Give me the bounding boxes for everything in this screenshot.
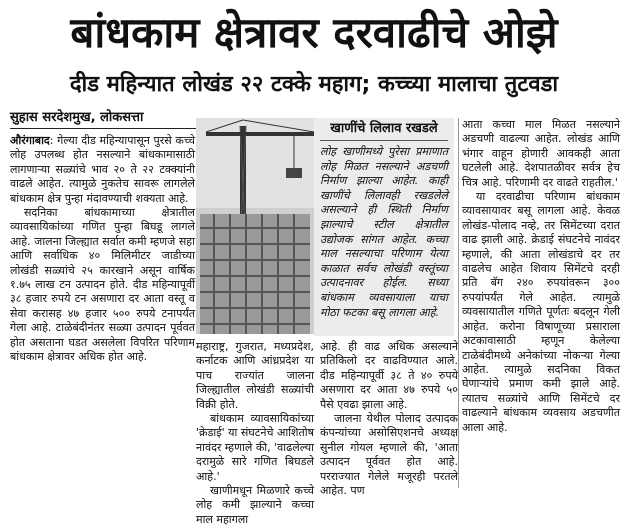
sidebar-text: लोह खाणीमध्ये पुरेसा प्रमाणात लोह मिळत नसल्याने अडचणी निर्माण झाल्या आहेत. काही खाणींचे लिलावही रखडलेले असल्याने ही स्थिती निर्माण झाल्याचे स्टील क्षेत्रातील उद्योजक सांगत आहेत. कच्चा माल नसल्याचा परिणाम येत्या काळात सर्वच लोखंडी वस्तूंच्या उत्पादनावर होईल. सध्या बांधकाम व्यवसायाला याचा मोठा फटका बसू लागला आहे. — [320, 145, 448, 319]
article-paragraph: सदनिका बांधकामाच्या क्षेत्रातील व्यावसायिकांच्या गणित पुन्हा बिघडू लागले आहे. जालना जिल्ह्यात सर्वात कमी म्हणजे सहा आणि सर्वाधिक ४० मिलिमीटर जाडीच्या लोखंडी सळ्यांचे २५ कारखाने असून वार्षिक १.७५ लाख टन उत्पादन होते. दीड महिन्यापूर्वी ३८ हजार रुपये टन असणारा दर आता वस्तू व सेवा करासह ४७ हजार ५०० रुपये टनापर्यंत गेला आहे. टाळेबंदीनंतर सळ्या उत्पादन पूर्ववत होत असताना घडत असलेला विपरित परिणाम बांधकाम क्षेत्रावर अधिक होत आहे. — [10, 206, 195, 364]
headline: बांधकाम क्षेत्रावर दरवाढीचे ओझे — [70, 8, 558, 57]
dateline: औरंगाबाद — [10, 134, 50, 147]
article-paragraph: खाणीमधून मिळणारे कच्चे लोह कमी झाल्याने कच्चा माल महागला — [196, 484, 314, 526]
article-paragraph: बांधकाम व्यावसायिकांच्या 'क्रेडाई' या संघटनेचे आशितोष नावंदर म्हणाले की, 'वाढलेल्या दरामुळे सारे गणित बिघडले आहे.' — [196, 412, 315, 483]
subheadline: दीड महिन्यात लोखंड २२ टक्के महाग; कच्च्या मालाचा तुटवडा — [69, 72, 559, 97]
article-paragraph: आहे. ही वाढ अधिक असल्याने प्रतिकिलो दर वाढविण्यात आले. दीड महिन्यापूर्वी ३८ ते ४० रुपये असणारा दर आता ४७ रुपये ५० पैसे एवढा झाला आहे. — [320, 340, 458, 411]
crane-building-illustration — [196, 118, 314, 334]
byline: सुहास सरदेशमुख, लोकसत्ता — [10, 110, 144, 125]
sidebar-title: खाणींचे लिलाव रखडले — [320, 118, 448, 141]
sidebar-box — [314, 118, 454, 336]
article-paragraph: महाराष्ट्र, गुजरात, मध्यप्रदेश, कर्नाटक आणि आंध्रप्रदेश या पाच राज्यांत जालना जिल्ह्यातील लोखंडी सळ्यांची विक्री होते. — [196, 340, 314, 411]
article-paragraph: या दरवाढीचा परिणाम बांधकाम व्यावसायावर बसू लागला आहे. केवळ लोखंड-पोलाद नव्हे, तर सिमेंटच्या दरात वाढ झाली आहे. क्रेडाई संघटनेचे नावंदर म्हणाले, की आता लोखंडाचे दर तर वाढलेच आहेत शिवाय सिमेंटचे दरही प्रति बॅग २४० रुपयांवरून ३०० रुपयांपर्यंत गेले आहेत. त्यामुळे व्यवसायातील गणिते पूर्णतः बदलून गेली आहेत. करोना विषाणूच्या प्रसाराला अटकावासाठी म्हणून केलेल्या टाळेबंदीमध्ये अनेकांच्या नोकऱ्या गेल्या आहेत. त्यामुळे सदनिका विकत घेणाऱ्यांचे प्रमाण कमी झाले आहे. त्यातच सळ्यांचे आणि सिमेंटचे दर वाढल्याने बांधकाम व्यवसाय अडचणीत आला आहे. — [462, 190, 620, 434]
paragraph-text: : गेल्या दीड महिन्यापासून पुरसे कच्चे लोह उपलब्ध होत नसल्याने बांधकामासाठी लागणाऱ्या सळ्यांचे भाव २० ते २२ टक्क्यांनी वाढले आहेत. त्यामुळे नुकतेच सावरू लागलेले बांधकाम क्षेत्र पुन्हा मंदावण्याची शक्यता आहे. — [10, 134, 195, 205]
article-column-2 — [196, 340, 315, 526]
column-divider — [458, 118, 459, 488]
article-paragraph — [10, 134, 195, 206]
article-column-4 — [462, 118, 620, 488]
construction-crane-photo — [196, 118, 314, 334]
article-column-3 — [320, 340, 458, 498]
article-paragraph: जालना येथील पोलाद उत्पादक कंपन्यांच्या असोसिएशनचे अध्यक्ष सुनील गोयल म्हणाले की, 'आता उत्पादन पूर्ववत होत आहे. परराज्यात गेलेले मजूरही परतले आहेत. पण — [320, 412, 458, 498]
article-paragraph: आता कच्चा माल मिळत नसल्याने अडचणी वाढल्या आहेत. लोखंड आणि भंगार वाहून होणारी आवकही आता घटलेली आहे. देशपातळीवर सर्वत्र हेच चित्र आहे. परिणामी दर वाढते राहतील.' — [462, 118, 620, 189]
article-column-1 — [10, 134, 195, 486]
